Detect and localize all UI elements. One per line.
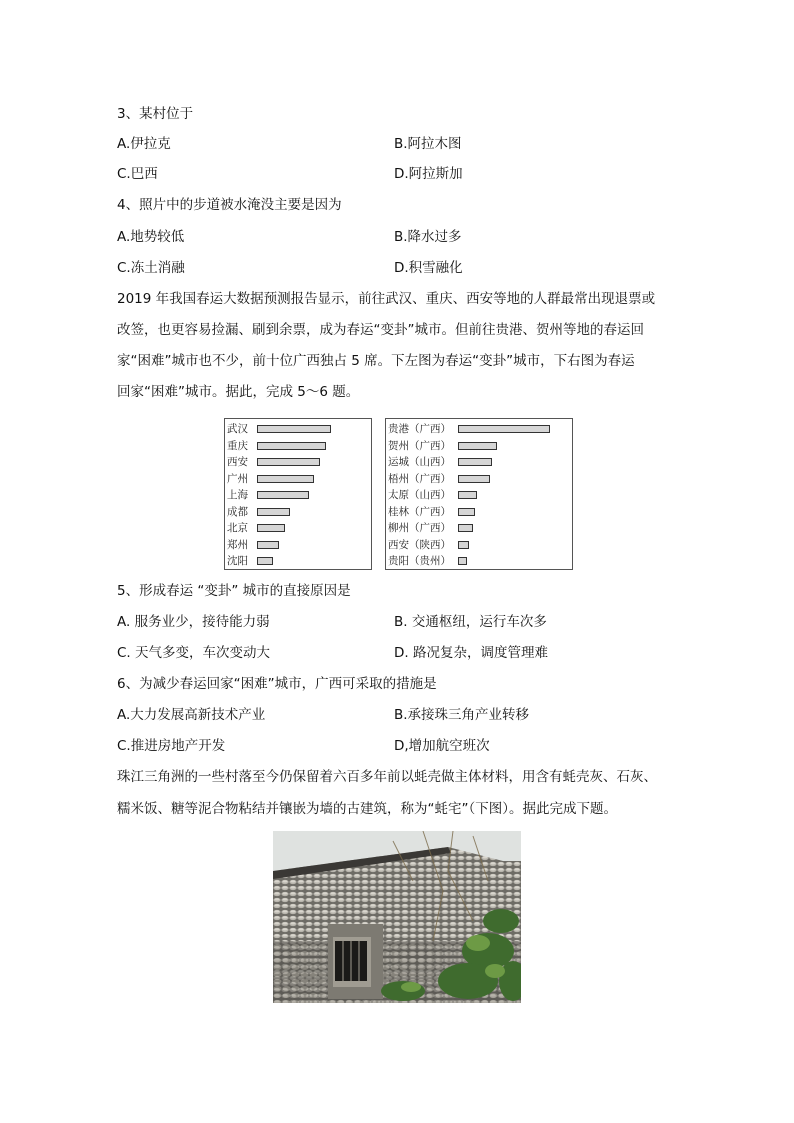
chart-0-category-label: 西安 xyxy=(227,456,248,468)
chart-1-category-label: 太原（山西） xyxy=(388,489,451,501)
q4-option-b: B.降水过多 xyxy=(394,229,462,245)
intro3-line-2: 糯米饭、糖等泥合物粘结并镶嵌为墙的古建筑，称为“蚝宅”（下图）。据此完成下题。 xyxy=(117,801,617,817)
chart-0-bar xyxy=(257,425,331,433)
intro2-line-2: 改签，也更容易捡漏、刷到余票，成为春运“变卦”城市。但前往贵港、贺州等地的春运回 xyxy=(117,322,644,338)
q3-option-d: D.阿拉斯加 xyxy=(394,166,463,182)
intro2-line-4: 回家“困难”城市。据此，完成 5～6 题。 xyxy=(117,384,360,400)
chart-1-bar xyxy=(458,508,475,516)
chart-1-bar xyxy=(458,491,477,499)
chart-1-category-label: 贵阳（贵州） xyxy=(388,555,451,567)
chart-0-bar xyxy=(257,458,320,466)
chart-1-bar xyxy=(458,524,473,532)
q5-option-d: D. 路况复杂，调度管理难 xyxy=(394,645,548,661)
intro2-line-3: 家“困难”城市也不少，前十位广西独占 5 席。下左图为春运“变卦”城市，下右图为春运 xyxy=(117,353,635,369)
chart-0-bar xyxy=(257,508,290,516)
q3-option-a: A.伊拉克 xyxy=(117,136,171,152)
chart-0-category-label: 广州 xyxy=(227,472,248,485)
q6-option-b: B.承接珠三角产业转移 xyxy=(394,707,530,723)
chart-0-bar xyxy=(257,442,326,450)
chart-1-bar xyxy=(458,541,469,549)
q4-option-d: D.积雪融化 xyxy=(394,260,463,276)
q3-option-b: B.阿拉木图 xyxy=(394,136,462,152)
chart-left xyxy=(224,418,372,570)
chart-1-bar xyxy=(458,425,550,433)
q6-stem: 6、为减少春运回家“困难”城市，广西可采取的措施是 xyxy=(117,676,437,692)
chart-0-bar xyxy=(257,475,314,483)
intro3-line-1: 珠江三角洲的一些村落至今仍保留着六百多年前以蚝壳做主体材料，用含有蚝壳灰、石灰、 xyxy=(117,769,657,785)
chart-0-category-label: 郑州 xyxy=(227,538,248,551)
chart-1-category-label: 西安（陕西） xyxy=(388,538,451,551)
chart-right xyxy=(385,418,573,570)
q6-option-a: A.大力发展高新技术产业 xyxy=(117,707,266,723)
intro2-line-1: 2019 年我国春运大数据预测报告显示，前往武汉、重庆、西安等地的人群最常出现退票或 xyxy=(117,291,656,307)
chart-0-category-label: 武汉 xyxy=(227,423,248,435)
chart-1-category-label: 梧州（广西） xyxy=(388,472,451,485)
chart-0-category-label: 上海 xyxy=(227,489,248,501)
chart-1-bar xyxy=(458,557,467,565)
q6-option-d: D,增加航空班次 xyxy=(394,738,490,754)
q5-option-a: A. 服务业少，接待能力弱 xyxy=(117,614,270,630)
chart-0-bar xyxy=(257,524,285,532)
q5-option-c: C. 天气多变，车次变动大 xyxy=(117,645,271,661)
oyster-shell-house-photo xyxy=(273,831,521,1003)
q6-option-c: C.推进房地产开发 xyxy=(117,738,226,754)
chart-1-category-label: 运城（山西） xyxy=(388,456,451,468)
chart-0-bar xyxy=(257,491,309,499)
chart-0-category-label: 北京 xyxy=(227,522,248,534)
chart-1-bar xyxy=(458,442,497,450)
q3-stem: 3、某村位于 xyxy=(117,106,194,122)
chart-1-category-label: 桂林（广西） xyxy=(388,505,451,518)
q4-stem: 4、照片中的步道被水淹没主要是因为 xyxy=(117,197,342,213)
chart-1-bar xyxy=(458,475,490,483)
chart-1-category-label: 贵港（广西） xyxy=(388,423,451,435)
chart-0-bar xyxy=(257,541,279,549)
chart-0-category-label: 重庆 xyxy=(227,439,248,452)
chart-0-category-label: 沈阳 xyxy=(227,555,248,567)
q5-stem: 5、形成春运 “变卦” 城市的直接原因是 xyxy=(117,583,351,599)
q4-option-c: C.冻土消融 xyxy=(117,260,185,276)
q5-option-b: B. 交通枢纽，运行车次多 xyxy=(394,614,547,630)
chart-0-bar xyxy=(257,557,273,565)
chart-1-category-label: 贺州（广西） xyxy=(388,439,451,452)
chart-0-category-label: 成都 xyxy=(227,505,248,518)
q3-option-c: C.巴西 xyxy=(117,166,158,182)
chart-1-bar xyxy=(458,458,492,466)
chart-1-category-label: 柳州（广西） xyxy=(388,522,451,534)
q4-option-a: A.地势较低 xyxy=(117,229,185,245)
